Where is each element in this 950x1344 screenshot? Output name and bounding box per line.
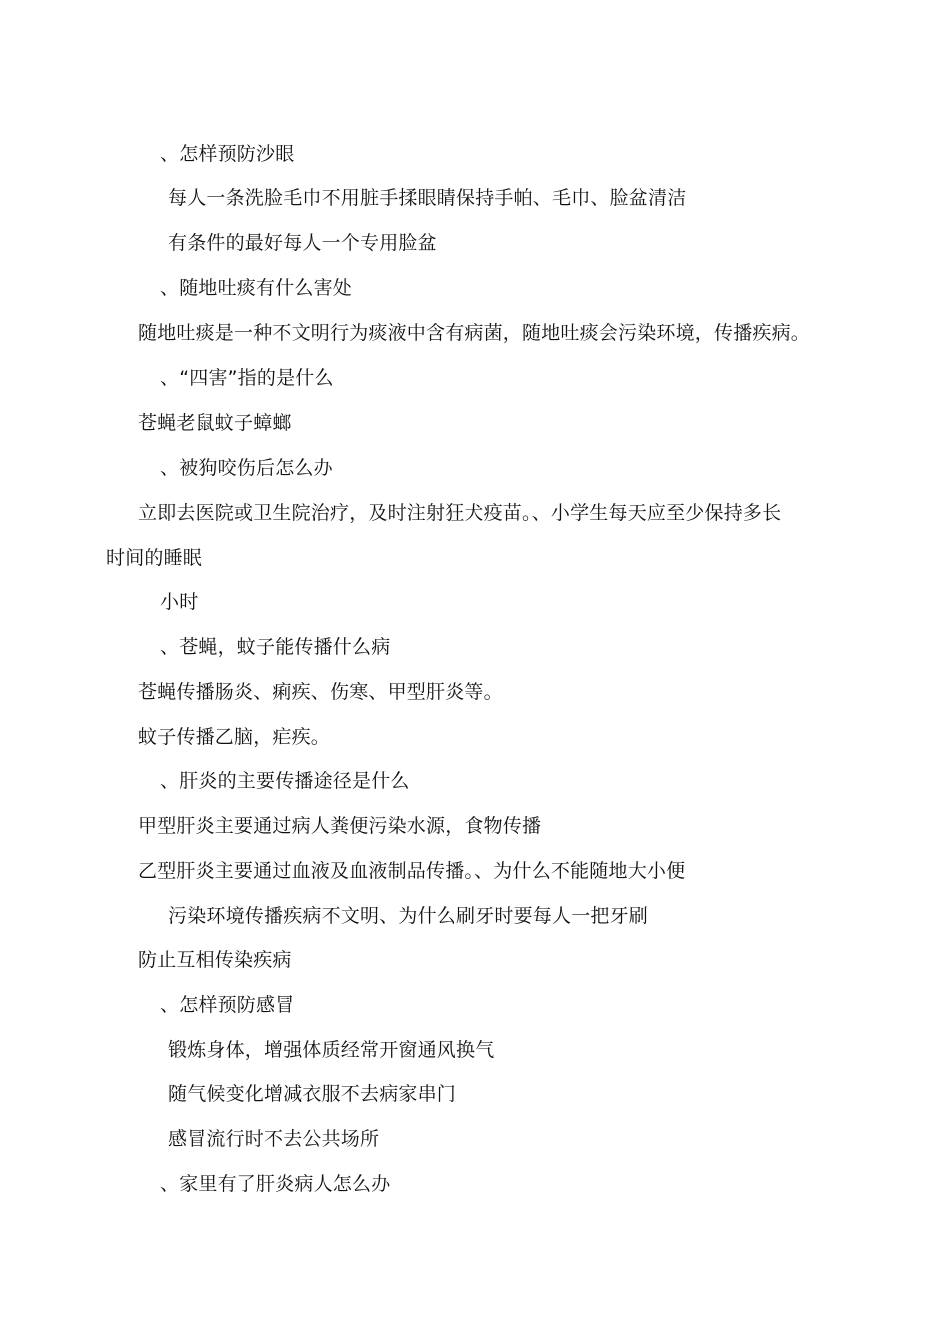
answer-line: 每人一条洗脸毛巾不用脏手揉眼睛保持手帕、毛巾、脸盆清洁 xyxy=(168,187,687,209)
question-heading: 、被狗咬伤后怎么办 xyxy=(160,457,333,479)
answer-line: 苍蝇老鼠蚊子蟑螂 xyxy=(138,412,292,434)
answer-line: 蚊子传播乙脑，疟疾。 xyxy=(138,726,331,748)
answer-line: 乙型肝炎主要通过血液及血液制品传播。、为什么不能随地大小便 xyxy=(138,860,686,882)
question-heading: 、肝炎的主要传播途径是什么 xyxy=(160,770,410,792)
answer-line: 时间的睡眠 xyxy=(106,547,203,569)
question-heading: 、随地吐痰有什么害处 xyxy=(160,277,353,299)
answer-line: 甲型肝炎主要通过病人粪便污染水源，食物传播 xyxy=(138,815,542,837)
question-heading: 、苍蝇，蚊子能传播什么病 xyxy=(160,636,391,658)
answer-line: 苍蝇传播肠炎、痢疾、伤寒、甲型肝炎等。 xyxy=(138,681,503,703)
answer-line: 防止互相传染疾病 xyxy=(138,949,292,971)
question-heading: 、怎样预防感冒 xyxy=(160,994,295,1016)
answer-line: 有条件的最好每人一个专用脸盆 xyxy=(168,232,437,254)
answer-line: 感冒流行时不去公共场所 xyxy=(168,1128,380,1150)
answer-line: 随气候变化增减衣服不去病家串门 xyxy=(168,1083,457,1105)
answer-line: 锻炼身体，增强体质经常开窗通风换气 xyxy=(168,1039,495,1061)
question-heading: 、怎样预防沙眼 xyxy=(160,143,295,165)
answer-line: 小时 xyxy=(160,591,199,613)
answer-line: 污染环境传播疾病不文明、为什么刷牙时要每人一把牙刷 xyxy=(168,905,649,927)
answer-line: 立即去医院或卫生院治疗，及时注射狂犬疫苗。、小学生每天应至少保持多长 xyxy=(138,502,782,524)
question-heading: 、“四害”指的是什么 xyxy=(160,367,334,389)
answer-line: 随地吐痰是一种不文明行为痰液中含有病菌，随地吐痰会污染环境，传播疾病。 xyxy=(138,322,811,344)
question-heading: 、家里有了肝炎病人怎么办 xyxy=(160,1173,391,1195)
